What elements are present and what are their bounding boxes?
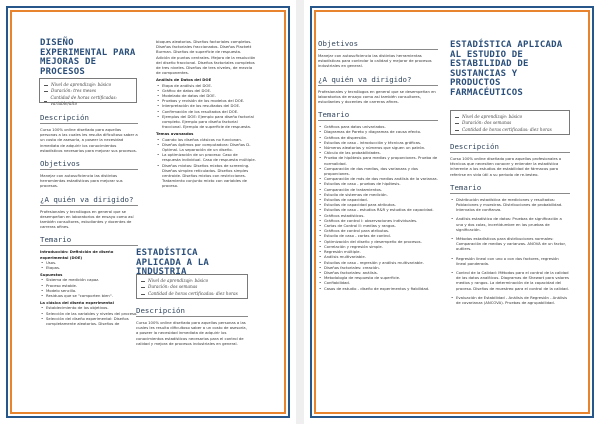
temario-list (40, 260, 138, 270)
list-item: • La optimización de un proceso: Caso de respuesta individual. Caso de respuesta múltiple. (156, 152, 256, 162)
right-col-1 (304, 0, 452, 424)
temario-subsection-title: Introducción: Definición de diseño experimental (DOE) (40, 249, 114, 260)
course-tag: Nivel de aprendizaje: básico (44, 82, 132, 88)
list-item: • Estudio de sistemas de medición. (318, 192, 438, 197)
heading-underline (40, 123, 138, 124)
heading-underline (450, 193, 570, 194)
list-item: • Casos de estudio - diseño de experimentos y fiabilidad. (318, 286, 438, 291)
list-item: • Diseños factoriales: análisis. (318, 270, 438, 275)
description-text: Curso 100% online diseñado para aquellas personas a las cuales les resulta dificultoso saber a un costo de asesoría, a poseer la necesidad inmediata de adquirir los conocimientos estadísticos necesarios para mejorar sus procesos. (40, 127, 138, 153)
list-item: • Regresión lineal con uno o con dos factores, regresión lineal ponderada. (450, 256, 570, 266)
temario-list (156, 137, 256, 189)
heading-underline (318, 120, 438, 121)
list-item: • Diagramas de Pareto y diagramas de causa efecto. (318, 129, 438, 134)
section-heading-descripcion: Descripción (40, 113, 89, 122)
right-col-2-content (450, 142, 570, 305)
course-tag: Duración: dos semanas (455, 120, 565, 126)
list-item: • Cálculo de las probabilidades. (318, 150, 438, 155)
course-tag: Cantidad de horas certificadas: diez horas (455, 127, 565, 133)
audience-text: Profesionales y tecnólogos en general que se desempeñan en laboratorios de ensayo como así también consultores, estudiantes y docentes de carreras afines. (318, 88, 436, 105)
list-item: • Modelado de datos del DOE. (156, 93, 256, 98)
list-item: • Estudios de capacidad. (318, 197, 438, 202)
objectives-text: Manejar con autosuficiencia las distintas herramientas estadísticas para mejorar sus procesos. (40, 173, 123, 189)
list-item: • Sistema de medición capaz. (40, 277, 138, 282)
list-item: • Estudios de capacidad para atributos. (318, 202, 438, 207)
temario-subsection-title: Supuestos (40, 272, 63, 278)
heading-underline (450, 152, 570, 153)
description-text: Curso 100% online diseñado para aquellas personas a las cuales les resulta dificultoso saber a un costo de asesoría, a poseer la necesidad inmediata de adquirir los conocimientos estadísticos necesarios para el control de calidad y mejora de procesos industriales en general. (136, 320, 247, 346)
course-title-industria: ESTADÍSTICA APLICADA A LA INDUSTRIA (136, 248, 210, 277)
list-item: • Gráficos de control I: observaciones individuales. (318, 218, 438, 223)
left-col-1 (0, 0, 148, 424)
list-item: • Gráfico de datos del DOE. (156, 88, 256, 93)
left-col-2-top-content (156, 39, 256, 189)
left-col-2 (136, 0, 296, 424)
list-item: • Proceso estable. (40, 283, 138, 288)
list-item: • Interpretación de los resultados del DOE. (156, 103, 256, 108)
list-item: • Análisis multivariable. (318, 254, 438, 259)
design-types-text: bloques aleatorios. Diseños factoriales completos. Diseños factoriales fraccionados. Diseños Plackett Burman. Diseños de superficie de respuesta. Adición de puntos centrales. Mejora de la resolución del diseño fraccional. Diseños factoriales completos de tres niveles. Diseños de tres niveles, de mezcla de componentes. (156, 39, 256, 76)
list-item: • Diseños factoriales: creación. (318, 265, 438, 270)
list-item: • Números aleatorios y números que siguen un patrón. (318, 145, 438, 150)
list-item: • Estudios de caso - introducción y técnicas gráficas. (318, 140, 438, 145)
section-heading-temario: Temario (40, 235, 72, 245)
section-heading-audience: ¿A quién va dirigido? (40, 194, 134, 204)
list-item: • Cuando los diseños clásicos no funcionan. (156, 137, 256, 142)
list-item: • Diseños mixtos: Diseños mixtos de screening. Diseños simplex reticulados. Diseños simples centroide. Diseños mixtos con restricciones. Tratamiento conjunto mixto con variables de proceso. (156, 163, 256, 189)
list-item: • Selección de las variables y niveles del proceso. (40, 311, 138, 316)
list-item: • Control de la Calidad: Métodos para el control de la calidad de las datos analíticos. Diagramas de Shewart para valores medios y rangos. La determinación de la capacidad del proceso. Diseños de muestreo para el control de la calidad. (450, 270, 570, 291)
list-item: • Usos. (40, 260, 138, 265)
list-item: • Diseños óptimos por computadora: Diseños D-Optimal. La separación de un diseño. (156, 142, 256, 152)
list-item: • Estudios de caso - regresión y análisis multivariable. (318, 260, 438, 265)
list-item: • Regresión múltiple. (318, 249, 438, 254)
list-item: • Ejemplos del DOE: Ejemplo para diseño factorial completo. Ejemplo para diseño factorial fraccional. Ejemplo de superficie de respuesta. (156, 114, 256, 130)
section-heading-audience: ¿A quién va dirigido? (318, 74, 412, 84)
list-item: • Métodos estadísticos para distribuciones normales: Comparación de medias y varianzas. ANOVA de un factor, outliers. (450, 236, 570, 252)
course-tag: Cantidad de horas certificadas: diez horas (141, 291, 243, 297)
section-heading-descripcion: Descripción (450, 142, 499, 151)
heading-underline (318, 49, 438, 50)
list-item: • Gráficos para datos univariados. (318, 124, 438, 129)
heading-underline (318, 85, 438, 86)
list-item: • Gráficos de dispersión. (318, 135, 438, 140)
left-col-2-bottom-content (136, 306, 248, 348)
list-item: • Confirmación de los resultados del DOE. (156, 109, 256, 114)
temario-subsection-title: La clásica del diseño experimental (40, 300, 114, 306)
course-tag: Nivel de aprendizaje: básico (455, 114, 565, 120)
section-heading-descripcion: Descripción (136, 306, 185, 315)
heading-underline (40, 169, 138, 170)
temario-list (318, 124, 438, 291)
list-item: • Comparación de más de dos medias análisis de la varianza. (318, 176, 438, 181)
heading-underline (40, 245, 138, 246)
section-heading-objetivos: Objetivos (318, 39, 359, 48)
temario-list (40, 305, 138, 326)
list-item: • Comparación de dos medias, dos varianzas y dos proporciones. (318, 166, 438, 176)
list-item: • Modelo sencillo. (40, 288, 138, 293)
right-page (304, 0, 600, 424)
course-tag: Cantidad de horas certificadas: variable/alto (44, 95, 132, 108)
objectives-text: Manejar con autosuficiencia las distintas herramientas estadísticas para controlar la calidad y mejorar de procesos industriales en general. (318, 53, 432, 69)
course-tags-box (450, 110, 570, 135)
left-col-1-content (40, 113, 138, 326)
right-col-2 (452, 0, 600, 424)
temario-subsection-title: Temas avanzados (156, 131, 194, 137)
list-item: • Correlación y regresión simple. (318, 244, 438, 249)
right-col-1-content (318, 39, 438, 291)
section-heading-objetivos: Objetivos (40, 159, 81, 169)
list-item: • Optimización del diseño y desempeño de procesos. (318, 239, 438, 244)
audience-text: Profesionales y tecnólogos en general que se desempeñan en laboratorios de ensayo como así también consultores, estudiantes y docentes de carreras afines. (40, 208, 134, 230)
list-item: • Gráficos de control para atributos. (318, 228, 438, 233)
list-item: • Establecimiento de los objetivos. (40, 305, 138, 310)
course-tags-box (39, 78, 137, 107)
section-heading-temario: Temario (318, 110, 350, 120)
section-heading-temario: Temario (450, 182, 482, 192)
list-item: • Etapas. (40, 265, 138, 270)
heading-underline (40, 205, 138, 206)
course-title-diseno: DISEÑO EXPERIMENTAL PARA MEJORAS DE PROCESOS (40, 38, 136, 77)
list-item: • Confiabilidad. (318, 280, 438, 285)
description-text: Curso 100% online diseñado para aquellos profesionales o técnicos que necesiten conocer y entender la estadística inherente a los estudios de estabilidad de fármacos para referirse en vida útil a su periodo de re-testeo. (450, 156, 562, 177)
list-item: • Pruebas y revisión de los modelos del DOE. (156, 98, 256, 103)
list-item: • Metodología de respuesta de superficie. (318, 275, 438, 280)
list-item: • Residuos que se "comporten bien". (40, 293, 138, 298)
page-gutter (296, 0, 304, 424)
course-tag: Duración: tres meses (44, 88, 132, 94)
temario-list (156, 83, 256, 130)
course-tag: Duración: dos semanas (141, 284, 243, 290)
list-item: • Distribución estadística de mediciones y resultados: Poblaciones y muestras. Distribuciones de probabilidad. Intervalos de confianza. (450, 197, 570, 213)
heading-underline (136, 316, 248, 317)
list-item: • Etapa de análisis del DOE. (156, 83, 256, 88)
list-item: • Evaluación de Estabilidad - Análisis de Regresión - Análisis de covarianza (ANCOVA). Pruebas de agrupabilidad. (450, 295, 570, 305)
list-item: • Gráficos estadísticos. (318, 213, 438, 218)
list-item: • Análisis estadístico de datos: Pruebas de significación a una y dos colas, incertidumbre en las pruebas de significación. (450, 216, 570, 232)
list-item: • Prueba de hipótesis para medias y proporciones. Prueba de normalidad. (318, 155, 438, 165)
course-tags-box (136, 274, 248, 299)
temario-subsection-title: Análisis de Datos del DOE (156, 77, 212, 83)
temario-list (450, 197, 570, 305)
course-tag: Nivel de aprendizaje: básico (141, 278, 243, 284)
temario-list (40, 277, 138, 298)
left-page (0, 0, 296, 424)
list-item: • Estudios de caso - estudios R&R y estudios de capacidad. (318, 207, 438, 212)
list-item: • Estudio de caso - cartas de control. (318, 233, 438, 238)
list-item: • Cartas de Control II: medias y rangos. (318, 223, 438, 228)
list-item: • Selección del diseño experimental: Diseños completamente aleatorios. Diseños de (40, 316, 138, 326)
list-item: • Comparación de tratamientos. (318, 187, 438, 192)
course-title-estabilidad: ESTADÍSTICA APLICADA AL ESTUDIO DE ESTABILIDAD DE SUSTANCIAS Y PRODUCTOS FARMACÉUTICOS (450, 40, 563, 98)
list-item: • Estudios de caso - pruebas de hipótesis. (318, 181, 438, 186)
